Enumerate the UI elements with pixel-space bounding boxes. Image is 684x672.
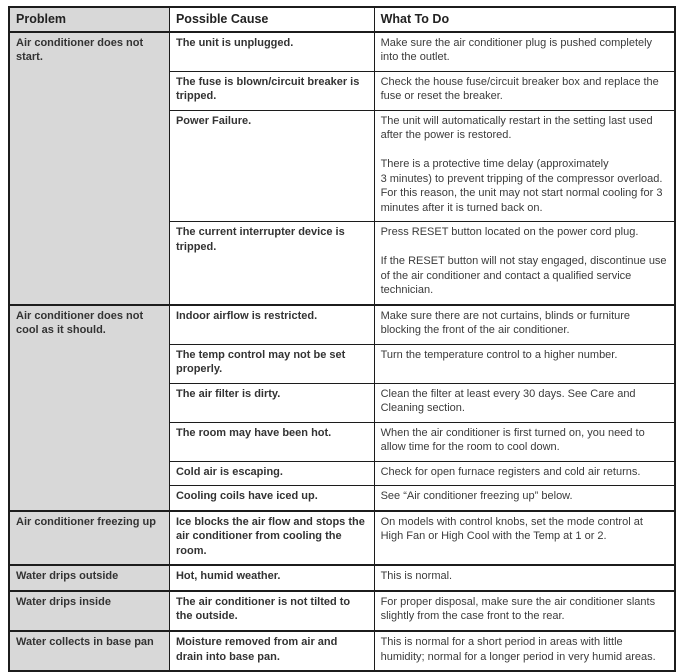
- action-cell: Make sure there are not curtains, blinds or furniture blocking the front of the air conditioner.: [374, 305, 675, 345]
- table-row: [9, 305, 675, 345]
- action-cell: When the air conditioner is first turned on, you need to allow time for the room to cool down.: [374, 422, 675, 461]
- action-cell: Check for open furnace registers and cold air returns.: [374, 461, 675, 486]
- problem-cell: Water drips inside: [9, 591, 169, 631]
- cause-cell: Moisture removed from air and drain into base pan.: [169, 631, 374, 671]
- header-possible-cause: Possible Cause: [169, 7, 374, 32]
- cause-cell: Cooling coils have iced up.: [169, 486, 374, 511]
- cause-cell: Ice blocks the air flow and stops the air conditioner from cooling the room.: [169, 511, 374, 566]
- action-cell: Clean the filter at least every 30 days. See Care and Cleaning section.: [374, 383, 675, 422]
- cause-cell: Cold air is escaping.: [169, 461, 374, 486]
- action-cell: This is normal.: [374, 565, 675, 591]
- action-cell: Turn the temperature control to a higher number.: [374, 344, 675, 383]
- cause-cell: The air filter is dirty.: [169, 383, 374, 422]
- table-header-row: [9, 7, 675, 32]
- cause-cell: The fuse is blown/circuit breaker is tripped.: [169, 71, 374, 110]
- header-problem: Problem: [9, 7, 169, 32]
- cause-cell: Hot, humid weather.: [169, 565, 374, 591]
- action-cell: On models with control knobs, set the mode control at High Fan or High Cool with the Temp at 1 or 2.: [374, 511, 675, 566]
- cause-cell: Power Failure.: [169, 110, 374, 222]
- cause-cell: The temp control may not be set properly.: [169, 344, 374, 383]
- cause-cell: The current interrupter device is tripped.: [169, 222, 374, 305]
- action-cell: This is normal for a short period in areas with little humidity; normal for a longer period in very humid areas.: [374, 631, 675, 671]
- problem-cell: Air conditioner does not start.: [9, 32, 169, 305]
- table-row: [9, 591, 675, 631]
- action-cell: See “Air conditioner freezing up” below.: [374, 486, 675, 511]
- action-cell: Press RESET button located on the power cord plug. If the RESET button will not stay engaged, discontinue use of the air conditioner and contact a qualified service technician.: [374, 222, 675, 305]
- cause-cell: The air conditioner is not tilted to the outside.: [169, 591, 374, 631]
- table-row: [9, 631, 675, 671]
- header-what-to-do: What To Do: [374, 7, 675, 32]
- action-cell: Check the house fuse/circuit breaker box and replace the fuse or reset the breaker.: [374, 71, 675, 110]
- problem-cell: Water drips outside: [9, 565, 169, 591]
- problem-cell: Air conditioner freezing up: [9, 511, 169, 566]
- action-cell: The unit will automatically restart in the setting last used after the power is restored. There is a protective time delay (approximately 3 minutes) to prevent tripping of the compressor overload. For this reason, the unit may not start normal cooling for 3 minutes after it is turned back on.: [374, 110, 675, 222]
- cause-cell: The unit is unplugged.: [169, 32, 374, 72]
- action-cell: Make sure the air conditioner plug is pushed completely into the outlet.: [374, 32, 675, 72]
- cause-cell: The room may have been hot.: [169, 422, 374, 461]
- action-cell: For proper disposal, make sure the air conditioner slants slightly from the case front to the rear.: [374, 591, 675, 631]
- problem-cell: Water collects in base pan: [9, 631, 169, 671]
- table-row: [9, 511, 675, 566]
- table-row: [9, 32, 675, 72]
- table-row: [9, 565, 675, 591]
- problem-cell: Air conditioner does not cool as it should.: [9, 305, 169, 511]
- troubleshooting-table: [8, 6, 676, 672]
- cause-cell: Indoor airflow is restricted.: [169, 305, 374, 345]
